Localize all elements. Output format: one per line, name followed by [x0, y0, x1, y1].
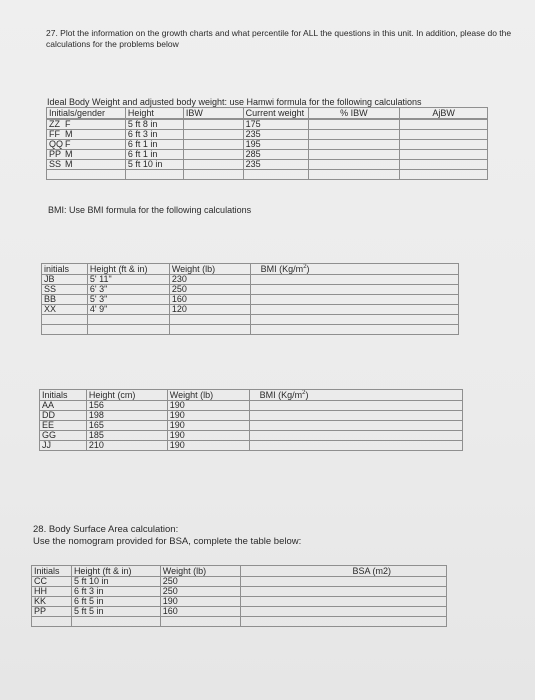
bsa-cell-weight: [160, 617, 240, 627]
ibw-cell-ibw: [183, 120, 243, 130]
bmi-ft-cell-bmi: [250, 315, 458, 325]
bmi-ft-table-row: [42, 275, 459, 285]
bmi-ft-table-row: [42, 305, 459, 315]
bsa-cell-initials: PP: [32, 607, 72, 617]
ibw-cell-pct-ibw: [308, 160, 400, 170]
ibw-header-height: Height: [125, 108, 183, 119]
bmi-cm-cell-height: 185: [86, 431, 167, 441]
bsa-cell-initials: CC: [32, 577, 72, 587]
ibw-cell-height: 6 ft 1 in: [125, 150, 183, 160]
bmi-ft-cell-bmi: [250, 295, 458, 305]
bsa-cell-weight: 160: [160, 607, 240, 617]
bsa-header-row: [32, 566, 447, 577]
bmi-ft-cell-height: 6' 3": [87, 285, 169, 295]
bmi-cm-cell-bmi: [249, 401, 462, 411]
bmi-cm-cell-height: 156: [86, 401, 167, 411]
question-27-text: 27. Plot the information on the growth charts and what percentile for ALL the questions in this unit. In addition, please do the calculations for the problems below: [46, 28, 512, 49]
bmi-ft-cell-initials: [42, 325, 88, 335]
ibw-cell-ajbw: [400, 130, 488, 140]
ibw-table-row: [47, 160, 488, 170]
bmi-ft-cell-height: 5' 3": [87, 295, 169, 305]
bsa-cell-height: 5 ft 5 in: [71, 607, 160, 617]
bmi-ft-cell-weight: 230: [169, 275, 250, 285]
bsa-table: [31, 565, 447, 627]
ibw-cell-pct-ibw: [308, 150, 400, 160]
bsa-cell-bsa: [240, 577, 446, 587]
bmi-ft-cell-initials: JB: [42, 275, 88, 285]
ibw-cell-initials-gender: [47, 120, 126, 130]
bmi-cm-cell-initials: DD: [40, 411, 87, 421]
bsa-header-weight: Weight (lb): [160, 566, 240, 577]
bmi-ft-cell-bmi: [250, 285, 458, 295]
bmi-ft-cell-weight: 160: [169, 295, 250, 305]
bmi-cm-cell-weight: 190: [167, 411, 249, 421]
bmi-cm-cell-initials: JJ: [40, 441, 87, 451]
ibw-section-title: Ideal Body Weight and adjusted body weight: use Hamwi formula for the following calculations: [47, 97, 422, 107]
bsa-header-bsa: BSA (m2): [240, 566, 446, 577]
question-28-instruction: Use the nomogram provided for BSA, complete the table below:: [33, 536, 302, 547]
ibw-cell-initials-gender: [47, 130, 126, 140]
bsa-header-initials: Initials: [32, 566, 72, 577]
bsa-cell-weight: 190: [160, 597, 240, 607]
bmi-ft-cell-height: 4' 9": [87, 305, 169, 315]
bmi-cm-cell-height: 165: [86, 421, 167, 431]
ibw-table: [46, 107, 488, 180]
ibw-cell-initials-gender: [47, 160, 126, 170]
bmi-cm-table-row: [40, 411, 463, 421]
bmi-ft-header-height: Height (ft & in): [87, 264, 169, 275]
bsa-cell-height: 5 ft 10 in: [71, 577, 160, 587]
ibw-initials: PP: [49, 149, 62, 159]
bmi-ft-header-bmi: BMI $(Kg/m^2)$: [250, 264, 458, 275]
ibw-header-current-weight: Current weight: [243, 108, 308, 119]
ibw-cell-pct-ibw: [308, 140, 400, 150]
ibw-cell-ibw: [183, 150, 243, 160]
bmi-ft-cell-height: [87, 315, 169, 325]
bsa-table-row: [32, 607, 447, 617]
bmi-ft-cell-height: [87, 325, 169, 335]
bsa-table-row: [32, 577, 447, 587]
bmi-cm-cell-weight: 190: [167, 441, 249, 451]
bsa-cell-initials: [32, 617, 72, 627]
bmi-cm-table-row: [40, 421, 463, 431]
ibw-cell-ibw: [183, 160, 243, 170]
ibw-cell-pct-ibw: [308, 130, 400, 140]
ibw-table-row: [47, 140, 488, 150]
ibw-table-row: [47, 120, 488, 130]
ibw-header-ajbw: AjBW: [400, 108, 488, 119]
ibw-gender: M: [65, 129, 73, 139]
ibw-cell-ajbw: [400, 160, 488, 170]
bmi-cm-header-bmi-label: BMI (Kg/m: [259, 390, 303, 400]
ibw-cell-ajbw: [400, 150, 488, 160]
bmi-ft-table-row: [42, 295, 459, 305]
bmi-cm-table-row: [40, 431, 463, 441]
bmi-cm-header-weight: Weight (lb): [167, 390, 249, 401]
ibw-table-row: [47, 130, 488, 140]
ibw-cell-current-weight: 235: [243, 160, 308, 170]
ibw-cell-ibw: [183, 130, 243, 140]
ibw-cell-current-weight: [243, 170, 308, 180]
ibw-cell-initials-gender: [47, 140, 126, 150]
bsa-cell-height: [71, 617, 160, 627]
bsa-table-row: [32, 587, 447, 597]
bmi-ft-cell-bmi: [250, 325, 458, 335]
bmi-ft-cell-initials: [42, 315, 88, 325]
bmi-ft-cell-weight: 250: [169, 285, 250, 295]
ibw-cell-pct-ibw: [308, 170, 400, 180]
ibw-initials: QQ: [49, 139, 64, 149]
ibw-cell-height: 5 ft 10 in: [125, 160, 183, 170]
ibw-cell-ibw: [183, 170, 243, 180]
ibw-gender: F: [65, 139, 71, 149]
bsa-header-height: Height (ft & in): [71, 566, 160, 577]
ibw-cell-initials-gender: [47, 170, 126, 180]
bmi-cm-cell-bmi: [249, 421, 462, 431]
ibw-cell-height: [125, 170, 183, 180]
ibw-table-row: [47, 170, 488, 180]
bmi-ft-cell-weight: [169, 315, 250, 325]
ibw-cell-ajbw: [400, 120, 488, 130]
bmi-cm-cell-weight: 190: [167, 401, 249, 411]
bmi-section-title: BMI: Use BMI formula for the following calculations: [48, 205, 252, 215]
bmi-ft-table: [41, 263, 459, 335]
ibw-cell-ibw: [183, 140, 243, 150]
bmi-ft-header-weight: Weight (lb): [169, 264, 250, 275]
bmi-ft-cell-bmi: [250, 275, 458, 285]
bmi-cm-cell-weight: 190: [167, 431, 249, 441]
ibw-cell-current-weight: 235: [243, 130, 308, 140]
bmi-cm-header-height: Height (cm): [86, 390, 167, 401]
bsa-cell-bsa: [240, 587, 446, 597]
bmi-cm-cell-initials: GG: [40, 431, 87, 441]
ibw-cell-ajbw: [400, 170, 488, 180]
bmi-cm-cell-height: 210: [86, 441, 167, 451]
ibw-table-row: [47, 150, 488, 160]
bsa-cell-weight: 250: [160, 587, 240, 597]
bsa-table-row: [32, 617, 447, 627]
bmi-ft-cell-initials: SS: [42, 285, 88, 295]
bsa-cell-bsa: [240, 607, 446, 617]
ibw-cell-height: 6 ft 3 in: [125, 130, 183, 140]
ibw-header-ibw: IBW: [183, 108, 243, 119]
bmi-ft-cell-weight: [169, 325, 250, 335]
bmi-cm-table: [39, 389, 463, 451]
bmi-ft-header-row: [42, 264, 459, 275]
bsa-cell-bsa: [240, 617, 446, 627]
ibw-cell-current-weight: 195: [243, 140, 308, 150]
ibw-cell-current-weight: 285: [243, 150, 308, 160]
ibw-cell-pct-ibw: [308, 120, 400, 130]
bmi-ft-table-row: [42, 315, 459, 325]
ibw-initials: SS: [49, 159, 62, 169]
bmi-ft-cell-initials: XX: [42, 305, 88, 315]
ibw-cell-height: 6 ft 1 in: [125, 140, 183, 150]
bsa-cell-initials: KK: [32, 597, 72, 607]
bsa-cell-height: 6 ft 3 in: [71, 587, 160, 597]
bmi-ft-table-row: [42, 325, 459, 335]
bmi-cm-cell-bmi: [249, 441, 462, 451]
bmi-ft-header-initials: initials: [42, 264, 88, 275]
ibw-header-initials: Initials/gender: [47, 108, 126, 119]
bsa-cell-bsa: [240, 597, 446, 607]
bmi-ft-table-row: [42, 285, 459, 295]
bsa-cell-initials: HH: [32, 587, 72, 597]
ibw-initials: FF: [49, 129, 60, 139]
question-28-title: 28. Body Surface Area calculation:: [33, 524, 179, 535]
bmi-cm-cell-initials: EE: [40, 421, 87, 431]
bmi-cm-cell-bmi: [249, 431, 462, 441]
ibw-cell-ajbw: [400, 140, 488, 150]
bsa-cell-weight: 250: [160, 577, 240, 587]
bmi-ft-cell-weight: 120: [169, 305, 250, 315]
bsa-table-row: [32, 597, 447, 607]
ibw-header-row: [47, 108, 488, 119]
bmi-ft-cell-initials: BB: [42, 295, 88, 305]
ibw-gender: M: [65, 149, 73, 159]
bmi-cm-header-row: [40, 390, 463, 401]
bmi-ft-cell-bmi: [250, 305, 458, 315]
ibw-initials: ZZ: [49, 119, 60, 129]
ibw-cell-initials-gender: [47, 150, 126, 160]
ibw-cell-height: 5 ft 8 in: [125, 120, 183, 130]
ibw-gender: M: [65, 159, 73, 169]
bsa-cell-height: 6 ft 5 in: [71, 597, 160, 607]
ibw-gender: F: [65, 119, 71, 129]
bmi-cm-cell-initials: AA: [40, 401, 87, 411]
bmi-cm-header-bmi: BMI $(Kg/m^2)$: [249, 390, 462, 401]
ibw-header-pct-ibw: % IBW: [308, 108, 400, 119]
bmi-cm-table-row: [40, 441, 463, 451]
bmi-ft-cell-height: 5' 11": [87, 275, 169, 285]
bmi-cm-cell-weight: 190: [167, 421, 249, 431]
ibw-cell-current-weight: 175: [243, 120, 308, 130]
bmi-cm-header-initials: Initials: [40, 390, 87, 401]
bmi-cm-cell-height: 198: [86, 411, 167, 421]
bmi-cm-cell-bmi: [249, 411, 462, 421]
bmi-cm-table-row: [40, 401, 463, 411]
bmi-ft-header-bmi-label: BMI (Kg/m: [260, 264, 304, 274]
